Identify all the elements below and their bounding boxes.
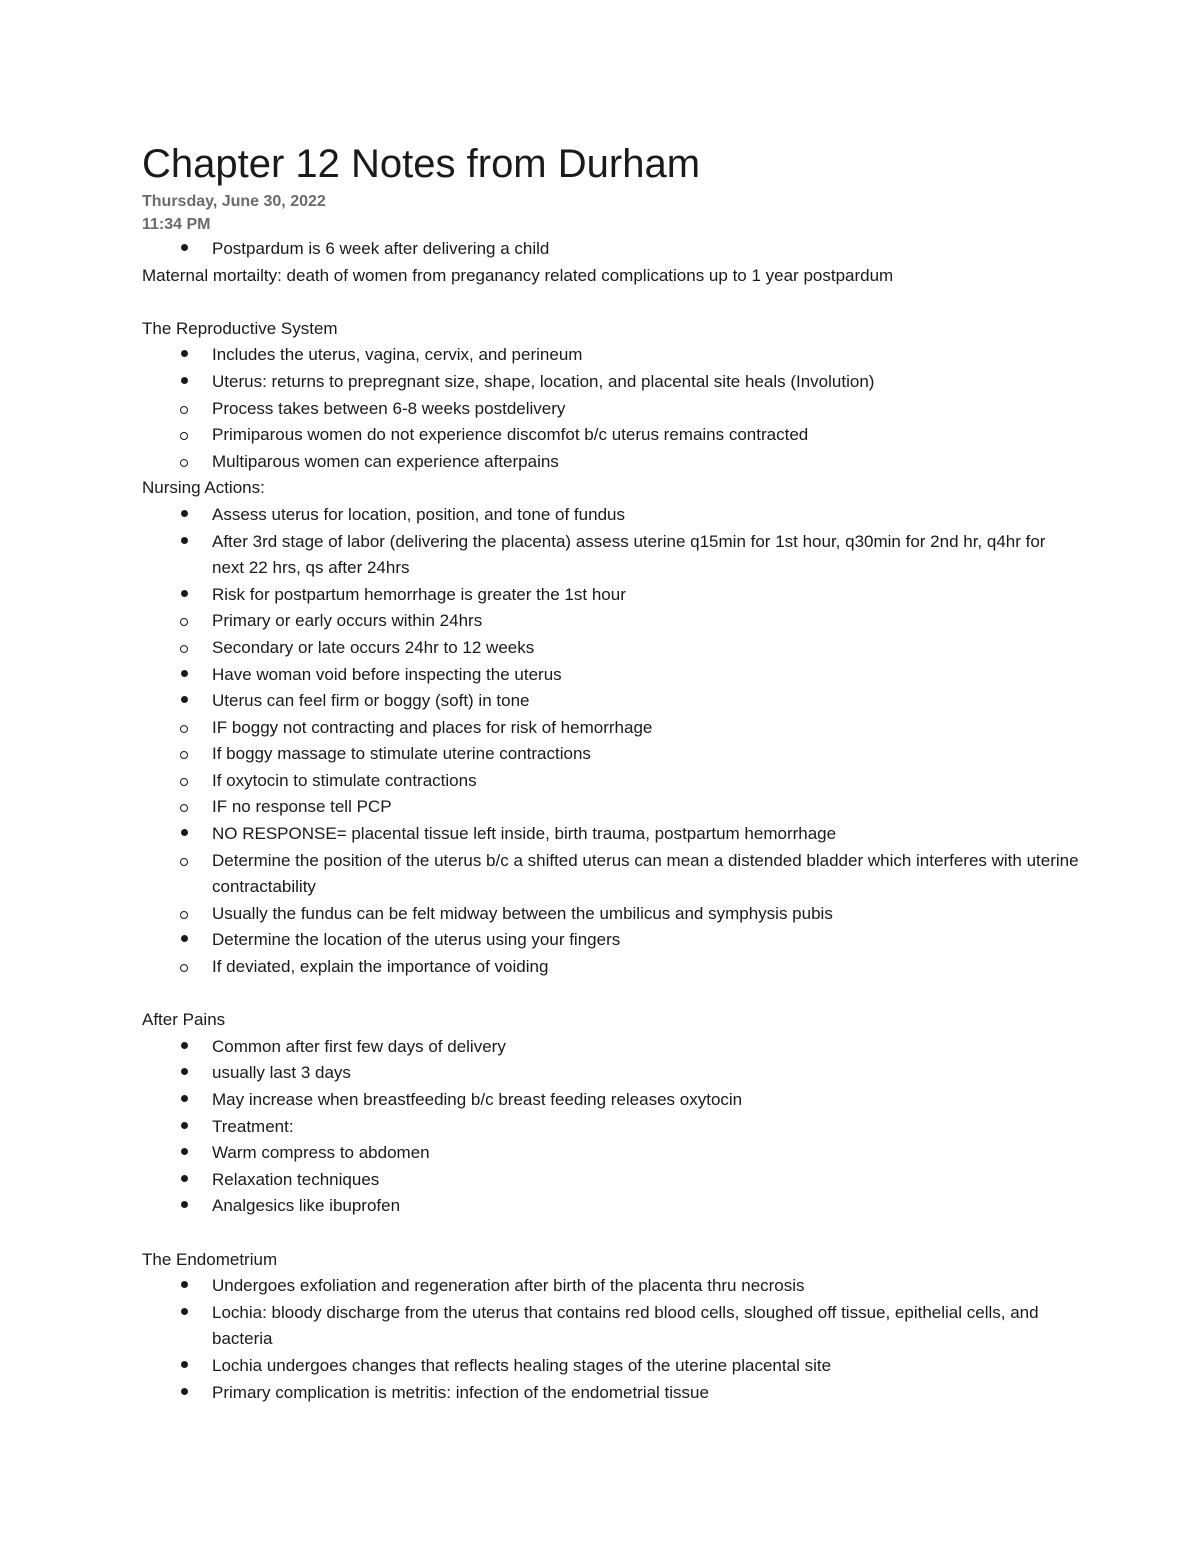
- list-item-text: Determine the position of the uterus b/c a shifted uterus can mean a distended bladder which interferes with uterine contractability: [212, 850, 1079, 897]
- list-item-text: IF boggy not contracting and places for risk of hemorrhage: [212, 717, 653, 737]
- list-item: [142, 369, 1082, 396]
- list-item-text: Secondary or late occurs 24hr to 12 weeks: [212, 637, 535, 657]
- list-item: [142, 236, 1082, 263]
- section-heading-reproductive: The Reproductive System: [142, 318, 338, 338]
- list-item: [142, 635, 1082, 662]
- list-item: [142, 449, 1082, 476]
- list-item: [142, 396, 1082, 423]
- list-item-text: Primiparous women do not experience discomfot b/c uterus remains contracted: [212, 425, 809, 445]
- list-item: [142, 1380, 1082, 1407]
- list-item: [142, 1300, 1082, 1353]
- list-item: [142, 1193, 1082, 1220]
- list-item-text: Lochia undergoes changes that reflects healing stages of the uterine placental site: [212, 1355, 832, 1375]
- list-item-text: Process takes between 6-8 weeks postdelivery: [212, 398, 566, 418]
- maternal-mortality-line: Maternal mortailty: death of women from preganancy related complications up to 1 year postpardum: [142, 265, 894, 285]
- page-title: Chapter 12 Notes from Durham: [142, 142, 701, 186]
- list-item: [142, 1273, 1082, 1300]
- list-item-text: May increase when breastfeeding b/c breast feeding releases oxytocin: [212, 1090, 743, 1109]
- list-item: [142, 1167, 1082, 1194]
- endometrium-list: [142, 1273, 1082, 1406]
- list-item: [142, 715, 1082, 742]
- list-item-text: IF no response tell PCP: [212, 797, 392, 817]
- section-heading-endometrium: The Endometrium: [142, 1249, 278, 1269]
- reproductive-list: [142, 342, 1082, 475]
- spacer: [142, 289, 1082, 316]
- list-item-text: Common after first few days of delivery: [212, 1036, 506, 1056]
- list-item-text: usually last 3 days: [212, 1063, 351, 1083]
- nursing-list: [142, 502, 1082, 981]
- list-item: [142, 1060, 1082, 1087]
- intro-list: [142, 236, 1082, 263]
- list-item: [142, 848, 1082, 901]
- list-item: [142, 1114, 1082, 1141]
- list-item: [142, 741, 1082, 768]
- spacer: [142, 1220, 1082, 1247]
- list-item-text: After 3rd stage of labor (delivering the placenta) assess uterine q15min for 1st hour, q30min for 2nd hr, q4hr for next 22 hrs, qs after 24hrs: [212, 531, 1046, 578]
- list-item-text: Primary complication is metritis: infection of the endometrial tissue: [212, 1382, 709, 1402]
- list-item: [142, 608, 1082, 635]
- list-item-text: Determine the location of the uterus using your fingers: [212, 930, 621, 950]
- section-heading-afterpains: After Pains: [142, 1010, 226, 1030]
- list-item: [142, 768, 1082, 795]
- note-time: 11:34 PM: [142, 216, 211, 233]
- list-item-text: Usually the fundus can be felt midway between the umbilicus and symphysis pubis: [212, 903, 833, 923]
- list-item: [142, 927, 1082, 954]
- list-item-text: Includes the uterus, vagina, cervix, and perineum: [212, 345, 583, 365]
- list-item: [142, 1034, 1082, 1061]
- list-item: [142, 688, 1082, 715]
- list-item-text: Primary or early occurs within 24hrs: [212, 611, 483, 631]
- list-item: [142, 1353, 1082, 1380]
- list-item: [142, 821, 1082, 848]
- afterpains-list: [142, 1034, 1082, 1220]
- list-item-text: If oxytocin to stimulate contractions: [212, 770, 477, 790]
- list-item: [142, 342, 1082, 369]
- list-item: [142, 582, 1082, 609]
- list-item-text: If boggy massage to stimulate uterine contractions: [212, 744, 591, 764]
- list-item-text: Undergoes exfoliation and regeneration after birth of the placenta thru necrosis: [212, 1276, 805, 1296]
- list-item: [142, 954, 1082, 981]
- list-item: [142, 794, 1082, 821]
- list-item-text: Have woman void before inspecting the uterus: [212, 664, 562, 684]
- spacer: [142, 981, 1082, 1008]
- list-item-text: Treatment:: [212, 1116, 294, 1136]
- list-item: [142, 1087, 1082, 1114]
- list-item: [142, 662, 1082, 689]
- list-item: [142, 529, 1082, 582]
- list-item: [142, 1140, 1082, 1167]
- list-item-text: Risk for postpartum hemorrhage is greater the 1st hour: [212, 584, 626, 604]
- section-heading-nursing: Nursing Actions:: [142, 478, 265, 498]
- list-item-text: Assess uterus for location, position, and tone of fundus: [212, 504, 625, 524]
- note-date: Thursday, June 30, 2022: [142, 193, 326, 210]
- list-item-text: Multiparous women can experience afterpains: [212, 451, 559, 471]
- list-item-text: Postpardum is 6 week after delivering a child: [212, 239, 550, 258]
- list-item-text: Uterus: returns to prepregnant size, shape, location, and placental site heals (Involution): [212, 371, 875, 391]
- list-item-text: Warm compress to abdomen: [212, 1143, 430, 1163]
- list-item: [142, 422, 1082, 449]
- list-item-text: NO RESPONSE= placental tissue left inside, birth trauma, postpartum hemorrhage: [212, 824, 837, 844]
- list-item-text: If deviated, explain the importance of voiding: [212, 957, 549, 977]
- list-item: [142, 901, 1082, 928]
- list-item-text: Uterus can feel firm or boggy (soft) in tone: [212, 691, 530, 711]
- document-page: [142, 140, 1082, 1406]
- list-item: [142, 502, 1082, 529]
- list-item-text: Lochia: bloody discharge from the uterus that contains red blood cells, sloughed off tissue, epithelial cells, and bacteria: [212, 1302, 1039, 1349]
- list-item-text: Analgesics like ibuprofen: [212, 1196, 401, 1216]
- list-item-text: Relaxation techniques: [212, 1169, 380, 1189]
